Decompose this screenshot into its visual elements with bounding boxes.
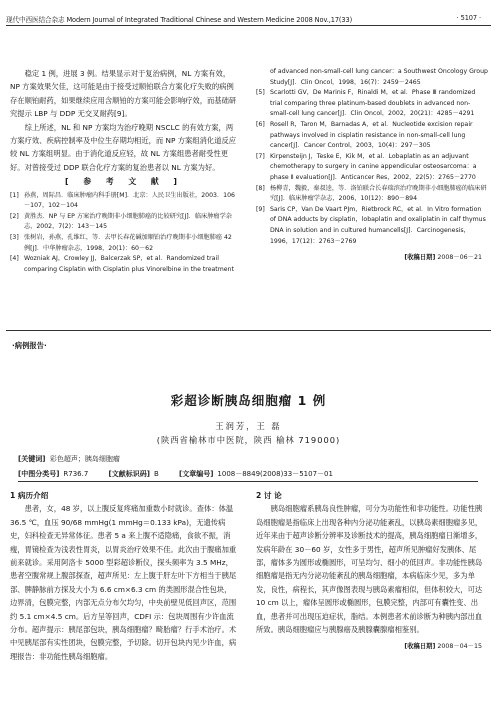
reference-item: [5] Scarlotti GV，De Marinis F，Rinaldi M，et al．Phase Ⅲ randomized trial comparing three platinum-based doublets in advanced non-small-cell lung cancer[J]．Clin Oncol，2002，20(21)：4285－4291 (256, 89, 476, 118)
lower-left-column (10, 489, 238, 663)
paragraph: 综上所述，NL 和 NP 方案均为治疗晚期 NSCLC 的有效方案，两方案疗效、疾病控制率及中位生存期均相近，而 NP 方案组消化道反应较 NL 方案组明显。由于消化道反应轻，故 NL 方案组患者耐受性更好。对曾接受过 DDP 联合化疗方案的复治患者以 NL 方案为好。 (10, 122, 237, 172)
classification-line: [中图分类号] R736.7 [文献标识码] B [文章编号] 1008－8849(2008)33－5107－01 (18, 470, 333, 478)
paragraph: 胰岛细胞瘤系胰岛良性肿瘤，可分为功能性和非功能性。功能性胰岛细胞瘤是指临床上出现各种内分泌功能紊乱，以胰岛素细胞瘤多见，近年来由于超声诊断分辨率及诊断技术的提高，胰岛细胞瘤日渐增多，发病年龄在 30－60 岁，女性多于男性，超声所见肿瘤好发胰体、尾部，瘤体多为圆形或椭圆形，可呈均匀、细小的低回声。非功能性胰岛细胞瘤是指无内分泌功能紊乱的胰岛细胞瘤，本病临床少见，多为单发，良性，病程长，其声像图表现与胰岛素瘤相似，但体积较大，可达 10 cm 以上，瘤体呈圆形或椭圆形，包膜完整，内部可有囊性变、出血，患者并可出现压迫症状，脂结。本例患者术前诊断为种胰内部出血所致。胰岛细胞瘤应与胰腺癌及胰腺囊腺瘤相鉴别。 (256, 504, 483, 635)
header-rule (6, 25, 491, 26)
reference-item: of advanced non-small-cell lung cancer：a Southwest Oncology Group Study[J]．Clin Oncol，1998，16(7)：2459－2465 (270, 68, 488, 86)
reference-item: [8] 杨柳青，魏毅，秦叔逵，等．洛铂联合长春瑞滨治疗晚期非小细胞肺癌的临床研究[J]．临床肿瘤学杂志，2006，10(12)：890－894 (256, 184, 487, 203)
section-rule (6, 330, 491, 331)
keywords: [关键词] 彩色超声；胰岛细胞瘤 (18, 455, 120, 463)
article-affiliation: (陕西省榆林市中医院，陕西 榆林 719000) (156, 435, 341, 445)
section-heading: 2 讨 论 (256, 491, 282, 500)
paragraph: 稳定 1 例，进展 3 例。结果显示对于复治病例，NL 方案有效，NP 方案效果欠佳，这可能是由于接受过顺铂联合方案化疗失败的病例存在顺铂耐药，如果继续应用含顺铂的方案可能会影响疗效，而基础研究提示 LBP 与 DDP 无交叉耐药[9]。 (10, 69, 237, 119)
reference-item: [2] 黄胜杰．NP 与 EP 方案治疗晚期非小细胞肺癌的比较研究[J]．临床肿瘤学杂志，2002，7(2)：143－145 (10, 212, 232, 231)
classification-rule (18, 481, 478, 482)
reference-item: [7] Kirpensteijn J，Teske E，Kik M，et al．Lobaplatin as an adjuvant chemotherapy to surgery in canine appendicular osteosarcoma：a phase Ⅱ evaluation[J]．Anticancer Res，2002，22(5)：2765－2770 (256, 152, 477, 181)
reference-item: [1] 孙燕，周际昌．临床肿瘤内科手册[M]．北京：人民卫生出版社，2003．106－107，102－104 (10, 191, 235, 210)
running-header (6, 14, 491, 24)
reference-list (10, 191, 238, 276)
article-authors: 王润芳，王 磊 (215, 421, 282, 431)
lower-right-column (256, 489, 488, 654)
reference-item: [9] Saris CP，Van De Vaart PJm，Rietbrock RC，et al．In Vitro formation of DNA adducts by cisplatin，lobaplatin and oxaliplatin in calf thymus DNA in solution and in cultured humancells[J]．Carcinogenesis，1996，17(12)：2763－2769 (256, 205, 486, 245)
journal-header: 现代中西医结合杂志 Modern Journal of Integrated Traditional Chinese and Western Medicine 2008 Nov.,17(33) (6, 16, 353, 24)
received-date: [收稿日期] 2008－06－21 (404, 254, 482, 262)
paragraph: 患者，女，48 岁，以上腹反复疼痛加重数小时就诊。查体：体温 36.5 ℃，血压 90/68 mmHg(1 mmHg＝0.133 kPa)，无遗传病史，妇科检查无异常体征。患者 5 a 来上腹不适隐痛，食欲不振，消瘦，胃镜检查为浅表性胃炎，以胃炎治疗效果不佳。此次由于腹痛加重前来就诊。采用阿洛卡 5000 型彩超诊断仪，探头频率为 3.5 MHz，患者空腹常规上腹部探查，超声所见：左上腹于肝左叶下方相当于胰尾部、脾静脉前方探及大小为 6.6 cm×6.3 cm 的类圆形混合性包块，边界清，包膜完整，内部无点分布欠均匀，中央前壁见低回声区，范围约 5.1 cm×4.5 cm。后方呈等回声，CDFI 示：包块周围有少许血流分布。超声提示：胰尾部包块，胰岛细胞瘤？畸胎瘤？行手术治疗。术中见胰尾部有实性团块，包膜完整，予切除。切开包块内见少许血，病理报告：非功能性胰岛细胞瘤。 (10, 504, 237, 661)
received-date: [收稿日期] 2008－04－15 (404, 643, 482, 651)
reference-item: [3] 张树岩，孙燕，孔维红，等．去甲长春花碱加顺铂治疗晚期非小细胞肺癌 42 例[J]．中华肿瘤杂志，1998，20(1)：60－62 (10, 234, 232, 252)
reference-list (256, 67, 488, 247)
section-tag: ·病例报告· (12, 341, 47, 350)
page-number: · 5107 · (456, 14, 481, 22)
references-heading: [ 参 考 文 献 ] (65, 177, 183, 187)
article-title: 彩超诊断胰岛细胞瘤 1 例 (170, 393, 327, 408)
reference-item: [4] Wozniak AJ，Crowley JJ，Balcerzak SP，et al．Randomized trail comparing Cisplatin with Cisplatin plus Vinorelbine in the treatment (10, 255, 234, 273)
reference-item: [6] Rosell R，Taron M，Barnadas A，et al．Nucleotide excision repair pathways involved in cisplatin resistance in non-small-cell lung cancer[J]．Cancer Control，2003，10(4)：297－305 (256, 120, 473, 150)
upper-right-column (256, 67, 488, 265)
section-heading: 1 病历介绍 (10, 491, 49, 500)
upper-left-column (10, 67, 238, 275)
